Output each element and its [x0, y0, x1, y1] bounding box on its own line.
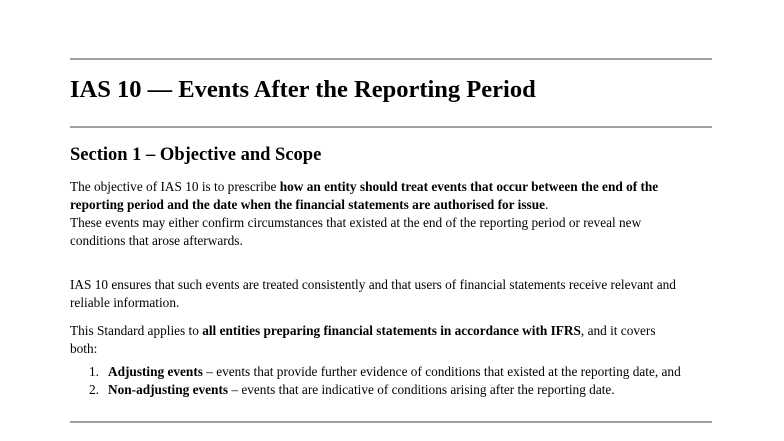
bold-text: how an entity should treat events that occur between the end of the: [279, 179, 659, 194]
scope-paragraph: [70, 322, 656, 358]
list-description: – events that are indicative of conditions arising after the reporting date.: [228, 382, 615, 397]
list-description: – events that provide further evidence of conditions that existed at the reporting date, and: [202, 364, 681, 379]
bold-text: reporting period and the date when the financial statements are authorised for issue: [70, 197, 545, 212]
text: conditions that arose afterwards.: [70, 233, 243, 248]
title-divider: [70, 126, 712, 128]
bottom-divider: [70, 421, 712, 423]
text: reliable information.: [70, 295, 180, 310]
text: both:: [70, 341, 98, 356]
text: , and it covers: [580, 323, 656, 338]
list-item: [89, 381, 681, 399]
list-term: Non-adjusting events: [108, 382, 229, 397]
list-item: [89, 363, 681, 381]
text: These events may either confirm circumstances that existed at the end of the reporting period or reveal new: [70, 215, 642, 230]
text: .: [545, 197, 549, 212]
text: This Standard applies to: [70, 323, 203, 338]
event-types-list: [89, 363, 681, 399]
consistency-paragraph: [70, 276, 676, 312]
bold-text: all entities preparing financial statements in accordance with IFRS: [202, 323, 581, 338]
top-divider: [70, 58, 712, 60]
list-term: Adjusting events: [108, 364, 203, 379]
list-number: 2.: [89, 382, 99, 397]
section-heading: Section 1 – Objective and Scope: [70, 145, 322, 165]
page-title: IAS 10 — Events After the Reporting Period: [70, 76, 536, 103]
text: The objective of IAS 10 is to prescribe: [70, 179, 280, 194]
list-number: 1.: [89, 364, 99, 379]
text: IAS 10 ensures that such events are treated consistently and that users of financial statements receive relevant and: [70, 277, 676, 292]
objective-paragraph: [70, 178, 658, 250]
